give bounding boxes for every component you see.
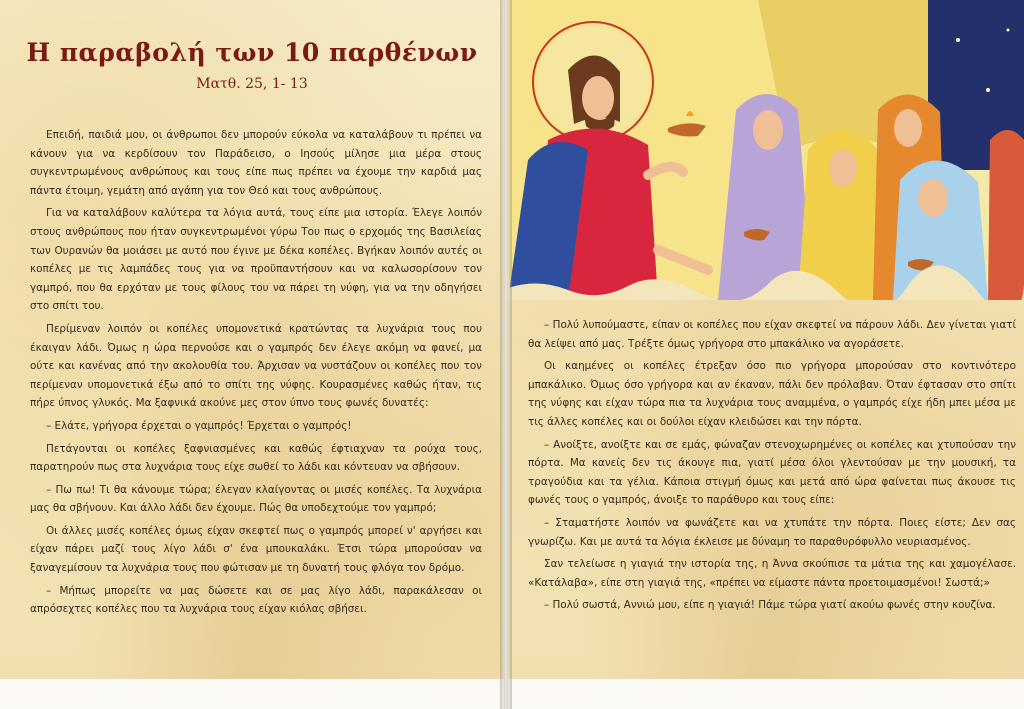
right-page xyxy=(508,0,1024,709)
book-gutter xyxy=(500,0,512,709)
right-story-text xyxy=(528,316,1016,619)
page-title: Η παραβολή των 10 παρθένων xyxy=(26,38,478,67)
story-paragraph: Πετάγονται οι κοπέλες ξαφνιασμένες και καθώς έφτιαχναν τα ρούχα τους, παρατηρούν πως στα λυχνάρια τους είχε σωθεί το λάδι και κόντευαν να σβήσουν. xyxy=(30,442,482,474)
story-paragraph: Για να καταλάβουν καλύτερα τα λόγια αυτά, τους είπε μια ιστορία. Έλεγε λοιπόν στους ανθρώπους που ήταν συγκεντρωμένοι γύρω Του πως ο ερχομός της Βασιλείας των Ουρανών θα μοιάσει με αυτό που έγινε με δέκα κοπέλες. Βγήκαν λοιπόν αυτές οι κοπέλες με τις λαμπάδες τους για να προϋπαντήσουν και να καλωσορίσουν τον γαμπρό, που θα ερχόταν με τους φίλους του να πάρει τη νύφη, για να την οδηγήσει στο σπίτι του. xyxy=(30,207,482,313)
parable-illustration xyxy=(508,0,1024,300)
story-paragraph: Οι καημένες οι κοπέλες έτρεξαν όσο πιο γρήγορα μπορούσαν στο κοντινότερο μπακάλικο. Όμως όσο γρήγορα και αν έκαναν, πάλι δεν πρόλαβαν. Όταν έφτασαν στο σπίτι της νύφης και είχαν τώρα πια τα λυχνάρια τους αναμμένα, ο γαμπρός είχε ήδη μπει μέσα με τις άλλες κοπέλες και οι δούλοι είχαν κλειδώσει και την πόρτα. xyxy=(528,360,1016,428)
story-paragraph: – Πω πω! Τι θα κάνουμε τώρα; έλεγαν κλαίγοντας οι μισές κοπέλες. Τα λυχνάρια μας θα σβήνουν. Και άλλο λάδι δεν έχουμε. Πώς θα υποδεχτούμε τον γαμπρό; xyxy=(30,483,482,515)
story-paragraph: – Μήπως μπορείτε να μας δώσετε και σε μας λίγο λάδι, παρακάλεσαν οι απρόσεχτες κοπέλες που τα λυχνάρια τους είχαν κιόλας σβήσει. xyxy=(30,584,482,616)
story-paragraph: – Πολύ λυπούμαστε, είπαν οι κοπέλες που είχαν σκεφτεί να πάρουν λάδι. Δεν γίνεται γιατί θα λείψει από μας. Τρέξτε όμως γρήγορα στο μπακάλικο να αγοράσετε. xyxy=(528,319,1016,350)
story-paragraph: – Σταματήστε λοιπόν να φωνάζετε και να χτυπάτε την πόρτα. Ποιες είστε; Δεν σας γνωρίζω. Και με αυτά τα λόγια έκλεισε με δύναμη το παραθυρόφυλλο νευριασμένος. xyxy=(528,516,1016,548)
story-paragraph: Οι άλλες μισές κοπέλες όμως είχαν σκεφτεί πως ο γαμπρός μπορεί ν' αργήσει και είχαν πάρει μαζί τους λίγο λάδι σ' ένα μπουκαλάκι. Έτσι τώρα μπορούσαν να ξαναγεμίσουν τα λυχνάρια τους που φώτισαν με τη δυνατή τους φλόγα τον δρόμο. xyxy=(30,524,482,575)
scripture-reference: Ματθ. 25, 1- 13 xyxy=(196,76,308,92)
story-paragraph: Επειδή, παιδιά μου, οι άνθρωποι δεν μπορούν εύκολα να καταλάβουν τι πρέπει να κάνουν για να κερδίσουν τον Παράδεισο, ο Ιησούς μίλησε μια μέρα στους συγκεντρωμένους ανθρώπους και τους είπε πως πρέπει να έχουμε την καρδιά μας πάντα έτοιμη, γεμάτη από αγάπη για τον Θεό και τους ανθρώπους. xyxy=(30,129,482,197)
torn-paper-edge xyxy=(0,679,504,709)
story-paragraph: – Ελάτε, γρήγορα έρχεται ο γαμπρός! Έρχεται ο γαμπρός! xyxy=(46,419,352,432)
left-story-text xyxy=(30,126,482,623)
left-page xyxy=(0,0,504,709)
torn-paper-edge xyxy=(508,679,1024,709)
story-paragraph: Περίμεναν λοιπόν οι κοπέλες υπομονετικά κρατώντας τα λυχνάρια τους που έκαιγαν λάδι. Όμως η ώρα περνούσε και ο γαμπρός δεν έλεγε ακόμη να φανεί, μα ούτε και κανένας από την ακολουθία του. Άρχισαν να νυστάζουν οι κοπέλες που τον περίμεναν υπομονετικά έξω από το σπίτι της νύφης. Κουρασμένες καθώς ήταν, τις πήρε ύπνος γλυκός. Μα ξαφνικά ακούνε μες στον ύπνο τους φωνές δυνατές: xyxy=(30,322,482,410)
story-paragraph: – Πολύ σωστά, Αννιώ μου, είπε η γιαγιά! Πάμε τώρα γιατί ακούω φωνές στην κουζίνα. xyxy=(544,599,996,612)
story-paragraph: – Ανοίξτε, ανοίξτε και σε εμάς, φώναζαν στενοχωρημένες οι κοπέλες και χτυπούσαν την πόρτα. Μα κανείς δεν τις άκουγε πια, γιατί μέσα όλοι γλεντούσαν με την μουσική, τα τραγούδια και τα γέλια. Κάποια στιγμή όμως και μετά από ώρα φαίνεται πως άκουσε τις φωνές τους ο γαμπρός, άνοιξε το παράθυρο και τους είπε: xyxy=(528,438,1016,507)
story-paragraph: Σαν τελείωσε η γιαγιά την ιστορία της, η Άννα σκούπισε τα μάτια της και χαμογέλασε. «Κατάλαβα», είπε στη γιαγιά της, «πρέπει να είμαστε πάντα προετοιμασμένοι! Σωστά;» xyxy=(528,558,1016,589)
